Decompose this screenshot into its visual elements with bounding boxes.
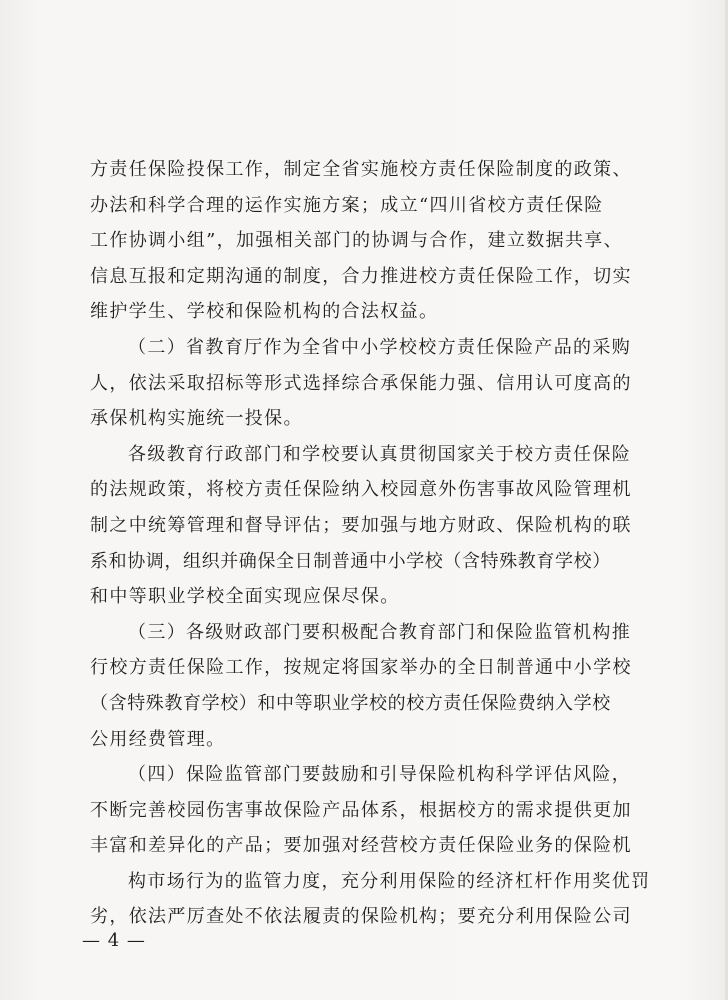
text-line: 的法规政策，将校方责任保险纳入校园意外伤害事故风险管理机 — [90, 479, 632, 501]
text-line: 人，依法采取招标等形式选择综合承保能力强、信用认可度高的 — [90, 372, 632, 394]
text-line: 构市场行为的监管力度，充分利用保险的经济杠杆作用奖优罚 — [128, 870, 651, 892]
text-line: 制之中统筹管理和督导评估；要加强与地方财政、保险机构的联 — [90, 514, 632, 536]
text-line: 承保机构实施统一投保。 — [90, 408, 303, 430]
page-number: — 4 — — [82, 930, 146, 951]
text-line: （三）各级财政部门要积极配合教育部门和保险监管机构推 — [128, 621, 632, 643]
text-line: 和中等职业学校全面实现应保尽保。 — [90, 586, 400, 608]
text-line: 劣，依法严厉查处不依法履责的保险机构；要充分利用保险公司 — [90, 906, 632, 928]
text-line: 不断完善校园伤害事故保险产品体系，根据校方的需求提供更加 — [90, 799, 632, 821]
text-line: 各级教育行政部门和学校要认真贯彻国家关于校方责任保险 — [128, 443, 632, 465]
text-line: （含特殊教育学校）和中等职业学校的校方责任保险费纳入学校 — [90, 692, 611, 714]
text-line: 办法和科学合理的运作实施方案；成立“四川省校方责任保险 — [90, 194, 604, 216]
text-line: 信息互报和定期沟通的制度，合力推进校方责任保险工作，切实 — [90, 265, 632, 287]
text-line: 行校方责任保险工作，按规定将国家举办的全日制普通中小学校 — [90, 657, 632, 679]
text-line: 方责任保险投保工作，制定全省实施校方责任保险制度的政策、 — [90, 159, 632, 180]
text-line: 丰富和差异化的产品；要加强对经营校方责任保险业务的保险机 — [90, 835, 632, 857]
text-line: （四）保险监管部门要鼓励和引导保险机构科学评估风险， — [128, 764, 632, 786]
body-text — [90, 152, 650, 935]
text-line: 维护学生、学校和保险机构的合法权益。 — [90, 301, 439, 323]
text-line: （二）省教育厅作为全省中小学校校方责任保险产品的采购 — [128, 336, 632, 358]
text-line: 工作协调小组”，加强相关部门的协调与合作，建立数据共享、 — [90, 230, 623, 252]
text-line: 公用经费管理。 — [90, 728, 226, 750]
text-line: 系和协调，组织并确保全日制普通中小学校（含特殊教育学校） — [90, 550, 611, 572]
